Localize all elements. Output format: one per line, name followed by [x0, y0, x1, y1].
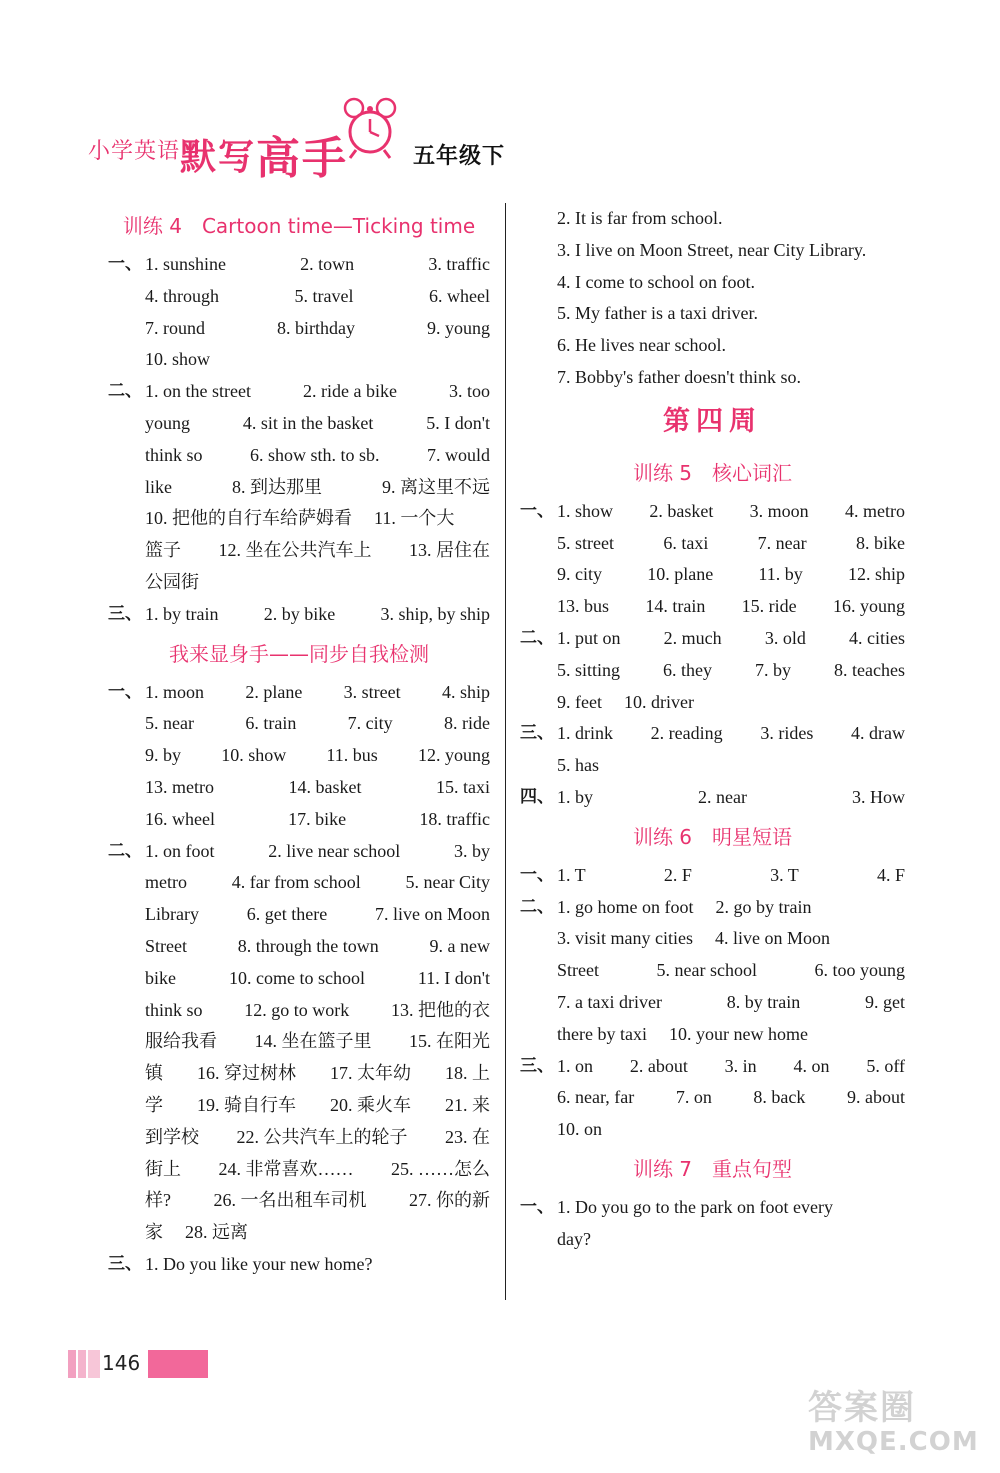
week-heading: 第四周: [663, 405, 762, 437]
answer-line: [108, 708, 490, 740]
answer-item: 12. young: [417, 745, 490, 766]
answer-item: 篮子: [145, 540, 181, 561]
answer-line: [108, 535, 490, 567]
section-heading: 训练 5 核心词汇: [632, 460, 793, 485]
answer-item: 10. driver: [623, 691, 694, 712]
answer-item: 3. visit many cities: [557, 928, 693, 949]
answer-line: [108, 867, 490, 899]
part-marker: 二、: [520, 896, 554, 917]
answer-item: 8. back: [753, 1087, 806, 1108]
answer-item: 4. sit in the basket: [242, 412, 374, 433]
answer-item: 8. by train: [726, 991, 801, 1012]
answer-line: [520, 496, 905, 528]
answer-line: [108, 1249, 490, 1281]
left-column: [108, 203, 490, 1281]
answer-item: 2. It is far from school.: [557, 208, 723, 228]
answer-item: 5. street: [557, 532, 614, 553]
answer-item: 8. 到达那里: [232, 476, 322, 497]
answer-line: [108, 899, 490, 931]
watermark-line2: MXQE.COM: [808, 1427, 979, 1457]
answer-item: 6. they: [663, 659, 713, 680]
answer-item: 19. 骑自行车: [197, 1094, 296, 1115]
answer-item: 5. My father is a taxi driver.: [557, 303, 758, 324]
answer-line: [108, 1026, 490, 1058]
answer-item: 1. T: [557, 864, 586, 885]
answer-item: 到学校: [145, 1126, 199, 1147]
answer-line: [520, 718, 905, 750]
answer-line: [108, 1154, 490, 1186]
answer-item: 7. by: [755, 659, 792, 680]
answer-item: 5. off: [866, 1055, 905, 1076]
answer-item: 12. 坐在公共汽车上: [218, 540, 372, 561]
answer-item: 10. your new home: [668, 1023, 808, 1044]
answer-line: [108, 1122, 490, 1154]
answer-item: 13. metro: [145, 776, 214, 797]
answer-item: 8. bike: [856, 532, 905, 553]
answer-item: 7. would: [427, 444, 490, 465]
answer-item: 3. moon: [749, 500, 809, 521]
answer-item: 28. 远离: [185, 1222, 248, 1243]
part-marker: 四、: [520, 786, 554, 807]
answer-line: [520, 655, 905, 687]
answer-line: [520, 623, 905, 655]
answer-item: 6. train: [245, 713, 297, 734]
section-heading: 训练 6 明星短语: [632, 824, 793, 849]
page-corner-bar: [68, 1350, 76, 1378]
answer-line: [108, 740, 490, 772]
answer-item: 7. Bobby's father doesn't think so.: [557, 366, 801, 387]
answer-line: [108, 804, 490, 836]
answer-item: think so: [145, 444, 203, 465]
answer-item: 9. by: [145, 745, 181, 766]
answer-item: 10. on: [557, 1119, 602, 1140]
answer-line: [108, 344, 490, 376]
answer-item: 1. show: [557, 500, 614, 521]
answer-item: 12. go to work: [244, 999, 350, 1020]
answer-item: 21. 来: [445, 1094, 490, 1115]
answer-line: [108, 995, 490, 1027]
answer-item: 9. city: [557, 564, 602, 585]
answer-item: 1. on foot: [145, 840, 215, 861]
answer-item: 6. taxi: [663, 532, 709, 553]
answer-line: [108, 376, 490, 408]
answer-item: 5. near school: [656, 960, 757, 981]
answer-item: 服给我看: [145, 1031, 217, 1052]
answer-line: [108, 1217, 490, 1249]
answer-item: 26. 一名出租车司机: [213, 1190, 367, 1211]
answer-item: 11. by: [758, 564, 803, 585]
answer-item: 22. 公共汽车上的轮子: [236, 1126, 408, 1147]
answer-item: 13. 居住在: [409, 540, 490, 561]
answer-item: 2. F: [663, 864, 692, 885]
answer-item: 5. has: [557, 755, 599, 776]
answer-item: 23. 在: [445, 1126, 490, 1147]
answer-item: 9. get: [865, 991, 905, 1012]
answer-item: 4. I come to school on foot.: [557, 271, 755, 292]
alarm-clock-icon: [334, 92, 406, 164]
answer-item: 2. live near school: [268, 840, 401, 861]
answer-item: bike: [145, 967, 176, 988]
answer-item: 7. near: [757, 532, 807, 553]
answer-item: 5. near: [145, 713, 194, 734]
watermark-line1: 答案圈: [808, 1388, 916, 1428]
answer-item: 2. reading: [650, 723, 723, 744]
answer-item: 17. 太年幼: [330, 1063, 411, 1084]
answer-line: [520, 235, 905, 267]
answer-line: [520, 1114, 905, 1146]
answer-item: 2. basket: [649, 500, 714, 521]
answer-item: 24. 非常喜欢……: [218, 1158, 354, 1179]
right-column: [520, 203, 905, 1256]
answer-item: think so: [145, 999, 203, 1020]
answer-line: [520, 782, 905, 814]
answer-item: 6. wheel: [429, 285, 490, 306]
answer-line: [520, 860, 905, 892]
answer-item: 8. through the town: [237, 935, 379, 956]
answer-item: 样?: [145, 1190, 171, 1211]
answer-item: 6. show sth. to sb.: [250, 444, 380, 465]
answer-item: 3. by: [454, 840, 490, 861]
answer-line: [520, 892, 905, 924]
answer-line: [108, 249, 490, 281]
answer-line: [108, 408, 490, 440]
part-marker: 三、: [108, 603, 142, 624]
answer-line: [108, 1058, 490, 1090]
part-marker: 三、: [520, 723, 554, 744]
answer-item: 3. old: [764, 627, 806, 648]
answer-item: 镇: [145, 1063, 163, 1084]
answer-line: [520, 1082, 905, 1114]
answer-item: 7. on: [675, 1087, 712, 1108]
answer-line: [108, 599, 490, 631]
answer-line: [520, 528, 905, 560]
answer-line: [108, 472, 490, 504]
answer-line: [108, 772, 490, 804]
answer-item: 14. train: [645, 596, 706, 617]
answer-item: 2. much: [663, 627, 722, 648]
answer-line: [108, 1090, 490, 1122]
answer-item: 16. young: [832, 596, 905, 617]
answer-item: 1. drink: [557, 723, 613, 744]
answer-item: 10. come to school: [228, 967, 365, 988]
answer-item: 6. get there: [246, 904, 328, 925]
page-header: [0, 0, 1000, 190]
answer-line: [520, 298, 905, 330]
section-heading: 训练 4 Cartoon time—Ticking time: [122, 214, 476, 238]
part-marker: 一、: [108, 254, 142, 274]
answer-item: 7. round: [145, 317, 205, 338]
page-corner-bar: [88, 1350, 100, 1378]
answer-item: metro: [145, 872, 187, 893]
answer-item: 3. How: [851, 786, 905, 807]
answer-line: [520, 687, 905, 719]
answer-item: 7. live on Moon: [374, 904, 490, 925]
answer-item: 1. on: [557, 1055, 593, 1076]
answer-line: [520, 203, 905, 235]
answer-item: 10. show: [145, 349, 211, 370]
answer-item: 4. live on Moon: [714, 928, 830, 949]
answer-item: 11. bus: [326, 745, 378, 766]
answer-item: 8. ride: [444, 713, 490, 734]
answer-item: 7. city: [347, 713, 393, 734]
answer-item: 3. rides: [760, 723, 814, 744]
answer-item: 4. metro: [845, 500, 905, 521]
answer-item: 8. birthday: [277, 317, 355, 338]
answer-item: 4. draw: [851, 723, 905, 744]
answer-item: young: [145, 412, 190, 433]
answer-line: [108, 440, 490, 472]
answer-item: 10. 把他的自行车给萨姆看: [145, 508, 352, 529]
answer-item: 9. 离这里不远: [382, 476, 490, 497]
answer-line: [520, 923, 905, 955]
answer-item: 9. a new: [429, 935, 490, 956]
answer-line: [108, 503, 490, 535]
answer-line: [108, 567, 490, 599]
answer-line: [520, 1051, 905, 1083]
brand-big-title: [180, 118, 348, 182]
part-marker: 一、: [108, 681, 142, 702]
answer-item: 学: [145, 1094, 163, 1115]
brand-small-title: 小学英语: [88, 139, 181, 164]
answer-item: 13. 把他的衣: [390, 999, 490, 1020]
answer-item: 6. near, far: [557, 1087, 635, 1108]
answer-item: 1. by: [557, 786, 593, 807]
answer-line: [520, 955, 905, 987]
answer-line: [108, 1185, 490, 1217]
answer-item: 2. town: [300, 254, 355, 274]
answer-item: 20. 乘火车: [330, 1094, 411, 1115]
answer-item: 2. near: [698, 786, 747, 807]
answer-line: [520, 750, 905, 782]
answer-item: 5. I don't: [426, 412, 490, 433]
answer-item: 6. He lives near school.: [557, 335, 726, 356]
part-marker: 三、: [108, 1253, 142, 1274]
answer-item: 家: [145, 1222, 163, 1243]
answer-item: 2. plane: [245, 681, 303, 702]
answer-item: 3. ship, by ship: [380, 603, 490, 624]
answer-item: 2. ride a bike: [303, 381, 397, 402]
answer-line: [520, 559, 905, 591]
answer-item: 10. plane: [647, 564, 714, 585]
page-corner-bar: [78, 1350, 86, 1378]
answer-line: [108, 836, 490, 868]
part-marker: 一、: [520, 864, 554, 885]
answer-line: [520, 362, 905, 394]
answer-item: 13. bus: [557, 596, 610, 617]
answer-item: 17. bike: [288, 808, 347, 829]
answer-item: 2. about: [629, 1055, 688, 1076]
answer-item: 5. near City: [405, 872, 490, 893]
answer-item: 12. ship: [847, 564, 905, 585]
answer-item: 1. Do you like your new home?: [145, 1253, 373, 1274]
watermark-logo: [808, 1380, 988, 1470]
answer-line: [108, 963, 490, 995]
part-marker: 一、: [520, 500, 554, 521]
answer-item: 4. on: [793, 1055, 830, 1076]
answer-line: [520, 591, 905, 623]
answer-line: [520, 987, 905, 1019]
answer-item: 公园街: [145, 571, 199, 592]
answer-item: 3. traffic: [428, 254, 490, 274]
answer-item: 18. 上: [445, 1063, 490, 1084]
answer-item: 11. 一个大: [374, 508, 455, 529]
answer-line: [520, 1019, 905, 1051]
answer-item: 16. wheel: [145, 808, 215, 829]
answer-item: Street: [145, 935, 187, 956]
answer-item: 8. teaches: [834, 659, 905, 680]
brand-big-part2: 高手: [256, 133, 349, 184]
section-heading: 训练 7 重点句型: [632, 1156, 793, 1181]
part-marker: 二、: [520, 627, 554, 648]
answer-line: [520, 1192, 905, 1224]
answer-item: 5. sitting: [557, 659, 621, 680]
answer-item: 街上: [145, 1158, 181, 1179]
answer-item: there by taxi: [557, 1023, 647, 1044]
answer-item: 1. sunshine: [145, 254, 226, 274]
answer-item: 2. by bike: [263, 603, 336, 624]
answer-item: 7. a taxi driver: [557, 991, 662, 1012]
answer-item: 4. ship: [441, 681, 490, 702]
answer-line: [108, 931, 490, 963]
answer-line: [108, 677, 490, 709]
page-corner-bar: [148, 1350, 208, 1378]
answer-item: 10. show: [221, 745, 287, 766]
answer-item: 14. 坐在篮子里: [254, 1031, 372, 1052]
answer-item: 2. go by train: [715, 896, 812, 917]
answer-item: 1. by train: [145, 603, 219, 624]
answer-item: like: [145, 476, 172, 497]
answer-line: [108, 281, 490, 313]
answer-item: 1. on the street: [145, 381, 251, 402]
column-divider: [505, 203, 506, 1300]
answer-item: 18. traffic: [419, 808, 490, 829]
answer-item: 25. ……怎么: [391, 1158, 490, 1179]
answer-item: 14. basket: [288, 776, 362, 797]
answer-item: Library: [145, 904, 199, 925]
answer-item: day?: [557, 1228, 591, 1249]
answer-item: 11. I don't: [417, 967, 490, 988]
answer-item: 3. T: [770, 864, 799, 885]
grade-label: 五年级下: [413, 144, 506, 169]
answer-item: 5. travel: [294, 285, 354, 306]
part-marker: 二、: [108, 381, 142, 402]
answer-item: 15. 在阳光: [409, 1031, 490, 1052]
answer-line: [520, 330, 905, 362]
answer-item: 9. about: [847, 1087, 905, 1108]
answer-item: 27. 你的新: [409, 1190, 490, 1211]
part-marker: 三、: [520, 1055, 554, 1076]
page-number: 146: [102, 1351, 141, 1375]
answer-item: 3. in: [724, 1055, 757, 1076]
answer-line: [108, 313, 490, 345]
answer-item: 4. cities: [849, 627, 905, 648]
answer-item: 1. moon: [145, 681, 205, 702]
answer-item: 16. 穿过树林: [197, 1063, 296, 1084]
answer-item: 9. feet: [557, 691, 602, 712]
answer-item: 4. far from school: [231, 872, 361, 893]
part-marker: 二、: [108, 840, 142, 861]
answer-line: [520, 267, 905, 299]
answer-item: 4. F: [876, 864, 905, 885]
answer-item: 1. go home on foot: [557, 896, 694, 917]
answer-item: 9. young: [427, 317, 490, 338]
section-heading: 我来显身手——同步自我检测: [169, 641, 429, 666]
answer-item: 1. put on: [557, 627, 621, 648]
answer-item: 3. I live on Moon Street, near City Library.: [557, 239, 867, 260]
answer-item: 6. too young: [814, 960, 905, 981]
answer-item: 1. Do you go to the park on foot every: [557, 1196, 833, 1217]
answer-item: 15. taxi: [435, 776, 490, 797]
brand-big-part1: 默写: [180, 137, 257, 178]
answer-item: 4. through: [145, 285, 219, 306]
answer-item: 15. ride: [741, 596, 797, 617]
answer-item: Street: [557, 960, 599, 981]
answer-line: [520, 1224, 905, 1256]
answer-item: 3. street: [343, 681, 401, 702]
part-marker: 一、: [520, 1196, 554, 1217]
answer-item: 3. too: [448, 381, 490, 402]
